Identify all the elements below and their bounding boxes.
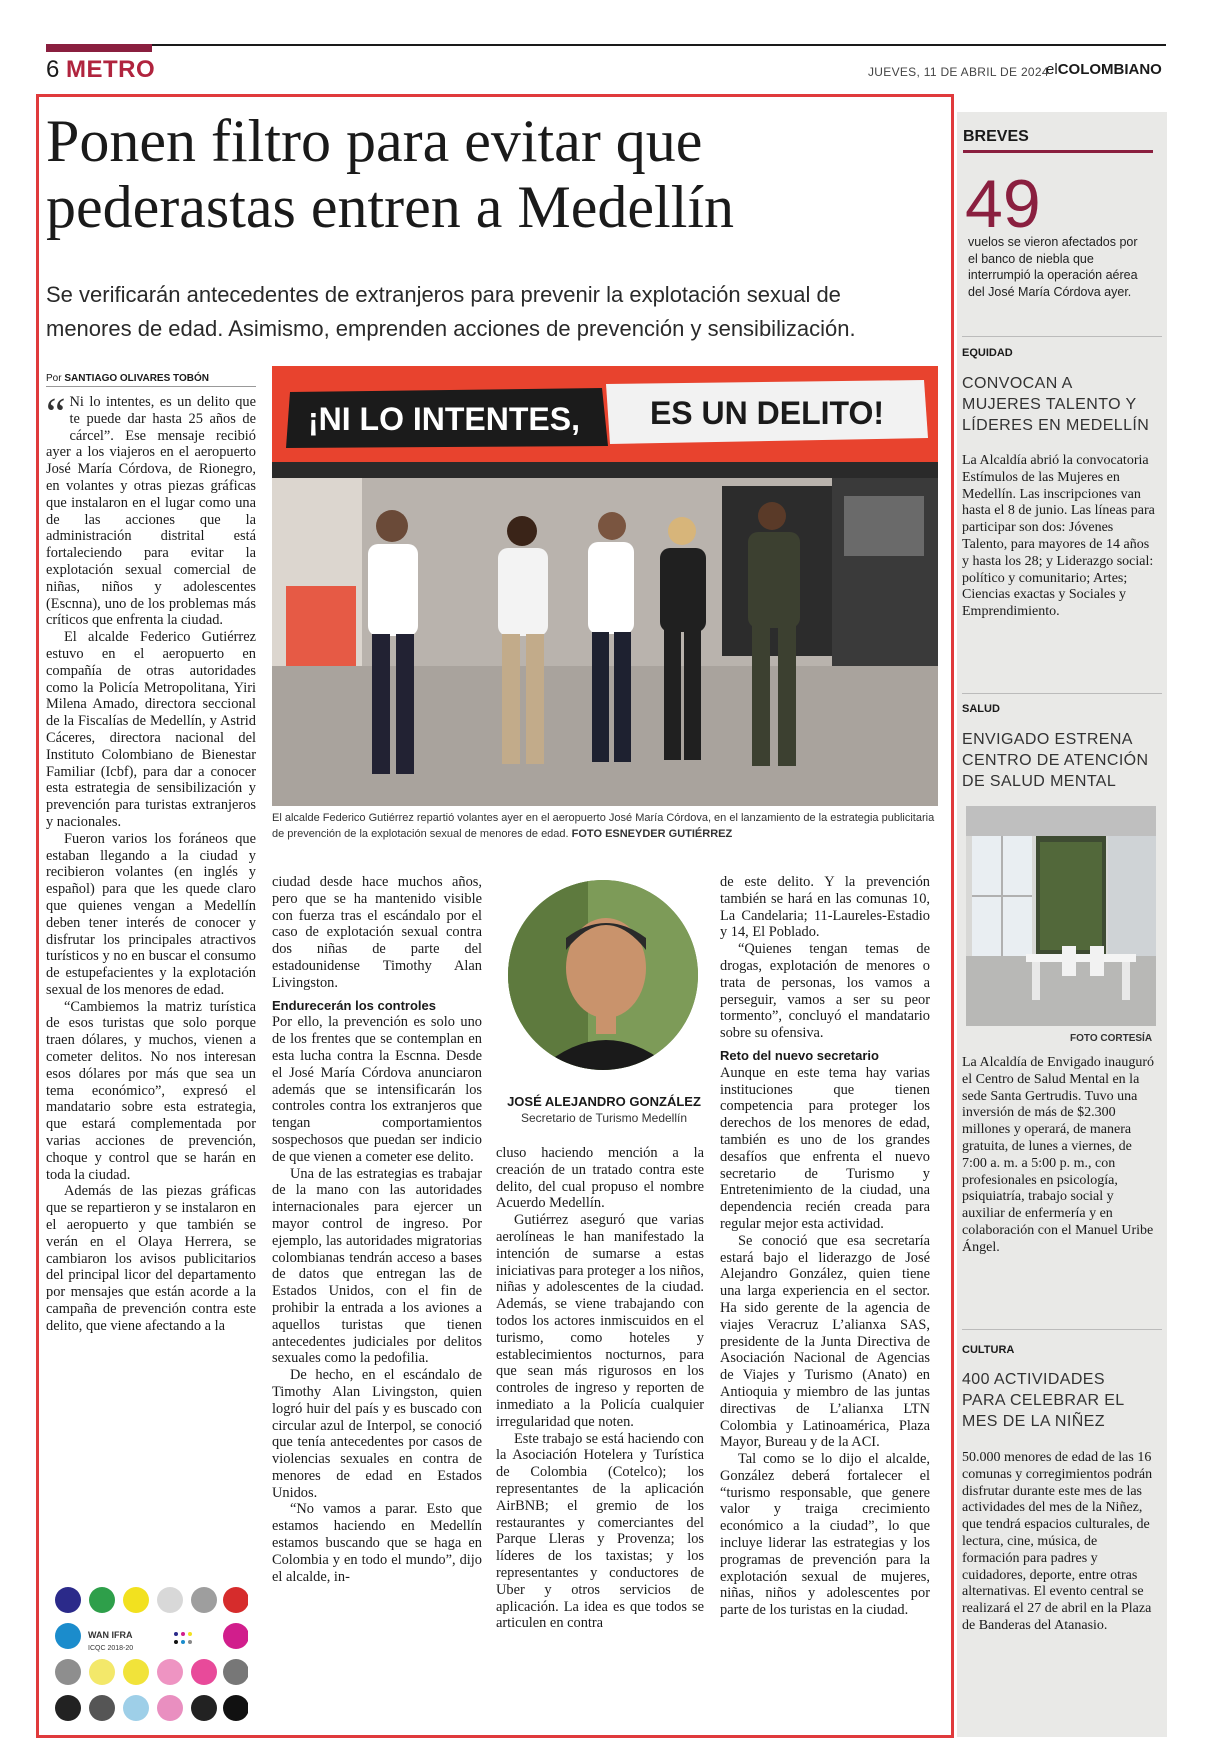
photo-caption [272, 810, 938, 842]
color-calibration-bar [52, 1586, 248, 1728]
logo-name: COLOMBIANO [1057, 61, 1162, 78]
sidebar-label-equidad: EQUIDAD [962, 347, 1013, 359]
sign-text-part1: ¡NI LO INTENTES, [308, 401, 580, 437]
paragraph: de este delito. Y la prevención también se hará en las comunas 10, La Candelaria; 11-Laureles-Estadio y 14, El Poblado. [720, 874, 930, 941]
paragraph: Este trabajo se está haciendo con la Asociación Hotelera y Turística de Colombia (Cotelco); los representantes de la aplicación AirBNB; el gremio de los restaurantes y comerciantes del Parque Lleras y Provenza; los líderes de los taxistas; y los representantes y conductores de Uber y otros servicios de aplicación. La idea es que todos se articulen en contra [496, 1430, 704, 1632]
byline-prefix: Por [46, 373, 62, 384]
top-rule [46, 44, 1166, 46]
sidebar-headline-salud[interactable]: ENVIGADO ESTRENA CENTRO DE ATENCIÓN DE SALUD MENTAL [962, 731, 1149, 790]
caption-text: El alcalde Federico Gutiérrez repartió volantes ayer en el aeropuerto José María Córdova, en el lanzamiento de la estrategia publicitaria de prevención de la explotación sexual de menores de edad. [272, 812, 935, 840]
paragraph: Gutiérrez aseguró que varias aerolíneas le han manifestado la intención de sumarse a estas iniciativas para proteger a los niños, niñas y adolescentes de la ciudad. Además, se viene trabajando con todos los actores inmiscuidos en el turismo, como hoteles y establecimientos nocturnos, para que sean más rigurosos en los controles de ingreso y reporten de inmediato a la Policía cualquier irregularidad que noten. [496, 1212, 704, 1430]
issue-date: JUEVES, 11 DE ABRIL DE 2024 [868, 65, 1049, 79]
photo-illustration [272, 366, 938, 806]
paragraph: Se conoció que esa secretaría estará bajo el liderazgo de José Alejandro González, quien tiene una larga experiencia en el sector. Ha sido gerente de la agencia de viajes Veracruz L’alianxa SAS, presidente de la Junta Directiva de Asociación Nacional de Agencias de Viajes y Turismo (Anato) en Antioquia y miembro de las juntas directivas de L’alianxa LTN Colombia y Latinoamérica, Plaza Mayor, Bureau y de la ACI. [720, 1232, 930, 1451]
sidebar-body-cultura: 50.000 menores de edad de las 16 comunas y corregimientos podrán disfrutar durante este mes de las actividades del mes de la Niñez, que tendrá espacios culturales, de lectura, cine, música, de formación para padres y cuidadores, deporte, entre otras alternativas. El evento central se realizará el 27 de abril en la Plaza de Banderas del Atanasio. [962, 1450, 1153, 1633]
paragraph: ciudad desde hace muchos años, pero que se ha mantenido visible con fuerza tras el escándalo por el caso de explotación sexual contra dos niñas de parte del estadounidense Timothy Alan Livingston. [272, 874, 482, 991]
page-number: 6 [46, 56, 60, 83]
airport-campaign-photo[interactable] [272, 366, 938, 806]
stat-number: 49 [965, 166, 1041, 242]
section-name[interactable]: METRO [66, 56, 156, 83]
subhead-secretary: Reto del nuevo secretario [720, 1047, 879, 1063]
sidebar-label-cultura: CULTURA [962, 1344, 1015, 1356]
paragraph: Aunque en este tema hay varias instituciones que tienen competencia para proteger los derechos de los menores de edad, también es uno de los grandes desafíos que enfrenta el nuevo secretario de Turismo y Entretenimiento de la ciudad, una dependencia recién creada para regular mejor esta actividad. [720, 1064, 930, 1232]
drop-quote-mark: “ [46, 389, 66, 438]
paragraph: “Quienes tengan temas de drogas, explotación de menores o trata de personas, los vamos a perseguir, vamos a ser su peor tormento”, concluyó el mandatario sobre su ofensiva. [720, 941, 930, 1042]
sidebar-body-salud: La Alcaldía de Envigado inauguró el Centro de Salud Mental en la sede Santa Gertrudis. Tuvo una inversión de más de $2.300 millones y operará, de manera gratuita, de lunes a viernes, de 7:00 a. m. a 5:00 p. m., con profesionales en psicología, psiquiatría, trabajo social y auxiliar de enfermería y en colaboración con el Manuel Uribe Ángel. [962, 1055, 1155, 1255]
salud-photo-credit: FOTO CORTESÍA [1070, 1033, 1153, 1044]
registration-dots [174, 1632, 192, 1644]
wan-ifra-label: WAN IFRA [88, 1630, 133, 1640]
color-swatches [55, 1587, 248, 1721]
paragraph: Además de las piezas gráficas que se repartieron y se instalaron en el aeropuerto y que también se verán en el Olaya Herrera, se cambiaron los avisos publicitarios del principal licor del departamento por mensajes que están acorde a la campaña de prevención contra este delito, que viene afectando a la [46, 1183, 256, 1334]
paragraph: Por ello, la prevención es solo uno de los frentes que se contemplan en esta lucha contra la Escnna. Desde el José María Córdova anunciaron además que se intensificarán los controles contra los extranjeros que tengan comportamientos sospechosos que puedan ser indicio de que vienen a cometer ese delito. [272, 1014, 482, 1165]
sidebar-rule [962, 693, 1162, 694]
paragraph: El alcalde Federico Gutiérrez estuvo en el aeropuerto en compañía de otras autoridades como la Policía Metropolitana, Yiri Milena Amado, directora seccional de la Fiscalías de Medellín, y Astrid Cáceres, directora nacional del Instituto Colombiano de Bienestar Familiar (Icbf), para dar a conocer esta estrategia de sensibilización y prevención para turistas extranjeros y nacionales. [46, 629, 256, 830]
sidebar-rule [962, 336, 1162, 337]
sidebar-headline-cultura[interactable]: 400 ACTIVIDADES PARA CELEBRAR EL MES DE LA NIÑEZ [962, 1371, 1125, 1430]
stat-text: vuelos se vieron afectados por el banco de niebla que interrumpió la operación aérea del José María Córdova ayer. [968, 235, 1138, 299]
newspaper-logo[interactable] [1046, 61, 1162, 78]
mental-health-center-photo[interactable] [966, 806, 1156, 1026]
paragraph: Una de las estrategias es trabajar de la mano con las autoridades internacionales para ejercer un mayor control de ingreso. Por ejemplo, las autoridades migratorias colombianas tendrán acceso a bases de datos que entregan las de Estados Unidos, con el fin de prohibir la entrada a los aviones a aquellos turistas que tienen antecedentes judiciales por delitos sexuales como la pedofilia. [272, 1165, 482, 1367]
icqc-code: ICQC 2018-20 [88, 1645, 134, 1652]
breves-rule [963, 150, 1153, 153]
sidebar-rule [962, 1329, 1162, 1330]
article-column-4 [720, 874, 930, 1619]
article-column-2 [272, 874, 482, 1585]
sidebar-headline-equidad[interactable]: CONVOCAN A MUJERES TALENTO Y LÍDERES EN MEDELLÍN [962, 375, 1150, 434]
paragraph: De hecho, en el escándalo de Timothy Alan Livingston, quien logró huir del país y es buscado con circular azul de Interpol, se conoció que tenía antecedentes por casos de violencias sexuales en contra de menores de edad en Estados Unidos. [272, 1367, 482, 1501]
portrait-role: Secretario de Turismo Medellín [520, 1111, 688, 1125]
breves-title: BREVES [963, 128, 1029, 145]
sidebar-body-equidad: La Alcaldía abrió la convocatoria Estímulos de las Mujeres en Medellín. Las inscripciones van hasta el 8 de junio. Las líneas para participar son dos: Jóvenes Talento, para mayores de 14 años y hasta los 28; y Liderazgo social: político y comunitario; Artes; Ciencias exactas y Sociales y Emprendimiento. [962, 453, 1155, 620]
paragraph: “ Ni lo intentes, es un delito que te puede dar hasta 25 años de cárcel”. Ese mensaje recibió ayer a los viajeros en el aeropuerto José María Córdova, de Rionegro, en volantes y otras piezas gráficas que instalaron en el lugar como una de las acciones que la administración distrital está fortaleciendo para evitar la explotación sexual comercial de niñas, niños y adolescentes (Escnna), uno de los problemas más críticos que enfrenta la ciudad. [46, 389, 256, 629]
subhead-controls: Endurecerán los controles [272, 997, 436, 1013]
logo-prefix: el [1046, 61, 1058, 78]
paragraph: “Cambiemos la matriz turística de esos turistas que solo porque traen dólares, y muchos, vienen a cometer delitos. No nos interesan esos dólares por más que sea un tema económico”, expresó el mandatario sobre esta estrategia, que estará complementada por varias acciones de prevención, choque y control que se harán en toda la ciudad. [46, 998, 256, 1183]
paragraph: Fueron varios los foráneos que estaban llegando a la ciudad y recibieron volantes (en inglés y español) para que les quede claro que quienes vengan a Medellín deben tener interés de conocer y disfrutar los principales atractivos turísticos y no en buscar el consumo de estupefacientes y la explotación sexual de los menores de edad. [46, 830, 256, 998]
article-column-1 [46, 389, 256, 1335]
article-deck: Se verificarán antecedentes de extranjeros para prevenir la explotación sexual de menores de edad. Asimismo, emprenden acciones de prevención y sensibilización. [46, 282, 856, 341]
byline [46, 373, 209, 384]
portrait-name: JOSÉ ALEJANDRO GONZÁLEZ [507, 1094, 701, 1109]
sidebar-label-salud: SALUD [962, 703, 1000, 715]
salud-photo-illustration [966, 806, 1156, 1026]
article-column-3 [496, 1145, 704, 1632]
paragraph: Tal como se lo dijo el alcalde, González deberá fortalecer el “turismo responsable, que genere valor y traiga crecimiento económico a la ciudad”, lo que incluye liderar las estrategias y los programas de prevención para la explotación sexual de mujeres, niñas, niños y adolescentes por parte de los turistas en la ciudad. [720, 1451, 930, 1619]
paragraph: “No vamos a parar. Esto que estamos haciendo en Medellín estamos buscando que se haga en Colombia y en todo el mundo”, dijo el alcalde, in- [272, 1501, 482, 1585]
portrait-photo[interactable] [508, 880, 698, 1070]
portrait-illustration [508, 880, 698, 1070]
paragraph: cluso haciendo mención a la creación de un tratado contra este delito, del cual propuso el nombre Acuerdo Medellín. [496, 1145, 704, 1212]
photo-credit: FOTO ESNEYDER GUTIÉRREZ [571, 828, 733, 840]
section-accent-bar [46, 44, 152, 52]
article-headline: Ponen filtro para evitar que pederastas entren a Medellín [46, 108, 735, 240]
sign-text-part2: ES UN DELITO! [649, 395, 885, 431]
byline-author: SANTIAGO OLIVARES TOBÓN [64, 373, 209, 384]
byline-rule [46, 386, 256, 387]
